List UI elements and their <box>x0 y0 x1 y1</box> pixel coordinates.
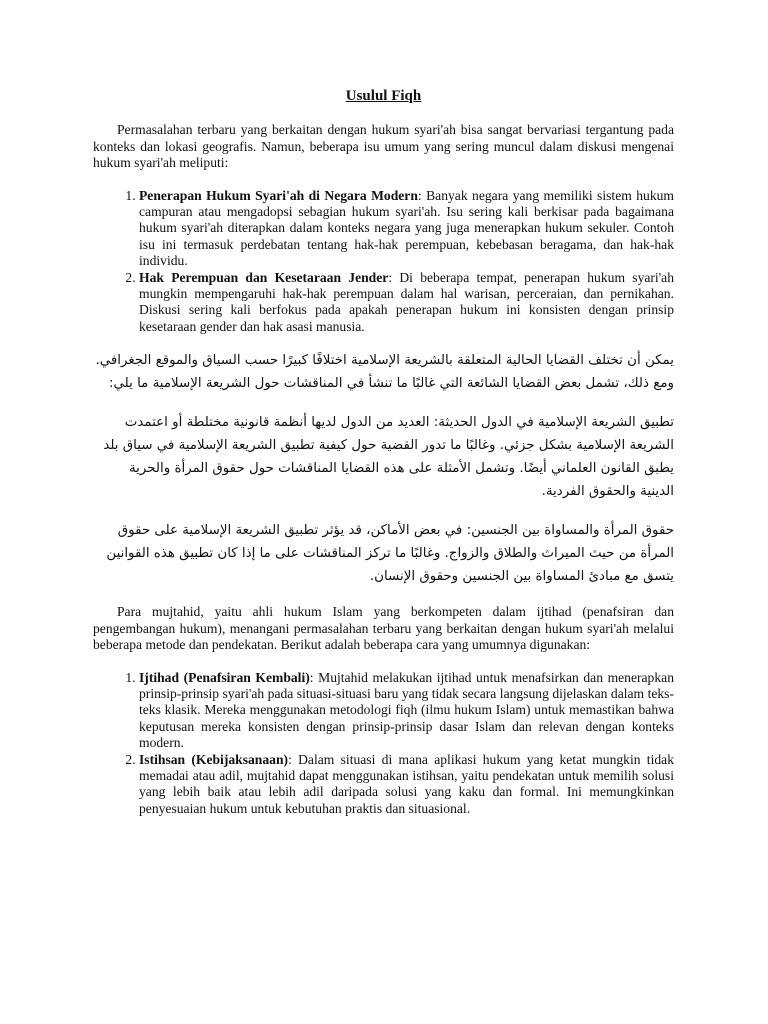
list-item-text: : Mujtahid melakukan ijtihad untuk menafsirkan dan menerapkan prinsip-prinsip syari'ah pada situasi-situasi baru yang tidak secara langsung dijelaskan dalam teks-teks klasik. Mereka menggunakan metodologi fiqh (ilmu hukum Islam) untuk memastikan bahwa keputusan mereka konsisten dengan prinsip-prinsip dasar Islam dan relevan dengan konteks modern. <box>139 669 674 751</box>
list-item-heading: Penerapan Hukum Syari'ah di Negara Modern <box>139 187 418 203</box>
list-item-heading: Istihsan (Kebijaksanaan) <box>139 751 289 767</box>
list-item-text: : Di beberapa tempat, penerapan hukum syari'ah mungkin mempengaruhi hak-hak perempuan dalam hal warisan, perceraian, dan pernikahan. Diskusi sering kali berfokus pada apakah penerapan hukum ini konsisten dengan prinsip kesetaraan gender dan hak asasi manusia. <box>139 269 674 334</box>
list-item <box>139 752 674 818</box>
list-item <box>139 670 674 752</box>
list-item <box>139 188 674 270</box>
list-item-heading: Hak Perempuan dan Kesetaraan Jender <box>139 269 389 285</box>
arabic-paragraph: حقوق المرأة والمساواة بين الجنسين: في بعض الأماكن، قد يؤثر تطبيق الشريعة الإسلامية على حقوق المرأة من حيث الميراث والطلاق والزواج. وغالبًا ما تركز المناقشات على ما إذا كان تطبيق هذه القوانين يتسق مع مبادئ المساواة بين الجنسين وحقوق الإنسان. <box>106 523 674 585</box>
list-item <box>139 270 674 336</box>
list-item-text: : Banyak negara yang memiliki sistem hukum campuran atau mengadopsi sebagian hukum syari'ah. Isu sering kali berkisar pada bagaimana hukum syari'ah diterapkan dalam konteks negara yang juga menerapkan hukum sekuler. Contoh isu ini termasuk perdebatan tentang hak-hak perempuan, kebebasan beragama, dan hak-hak individu. <box>139 187 674 269</box>
mujtahid-paragraph: Para mujtahid, yaitu ahli hukum Islam yang berkompeten dalam ijtihad (penafsiran dan pengembangan hukum), menangani permasalahan terbaru yang berkaitan dengan hukum syari'ah melalui beberapa metode dan pendekatan. Berikut adalah beberapa cara yang umumnya digunakan: <box>93 604 674 653</box>
arabic-paragraph: تطبيق الشريعة الإسلامية في الدول الحديثة: العديد من الدول لديها أنظمة قانونية مختلطة أو اعتمدت الشريعة الإسلامية بشكل جزئي. وغالبًا ما تدور القضية حول كيفية تطبيق الشريعة الإسلامية في سياق بلد يطبق القانون العلماني أيضًا. وتشمل الأمثلة على هذه القضايا المناقشات حول حقوق المرأة والحرية الدينية والحقوق الفردية. <box>103 415 674 500</box>
list-item-text: : Dalam situasi di mana aplikasi hukum yang ketat mungkin tidak memadai atau adil, mujtahid dapat menggunakan istihsan, yaitu pendekatan untuk memilih solusi yang lebih baik atau lebih adil daripada solusi yang kaku dan formal. Ini memungkinkan penyesuaian hukum untuk kebutuhan praktis dan situasional. <box>139 751 674 816</box>
methods-list <box>93 670 674 818</box>
list-item-heading: Ijtihad (Penafsiran Kembali) <box>139 669 310 685</box>
document-title: Usulul Fiqh <box>345 88 422 104</box>
issues-list <box>93 188 674 336</box>
intro-paragraph: Permasalahan terbaru yang berkaitan dengan hukum syari'ah bisa sangat bervariasi tergantung pada konteks dan lokasi geografis. Namun, beberapa isu umum yang sering muncul dalam diskusi mengenai hukum syari'ah meliputi: <box>93 122 674 171</box>
arabic-paragraph: يمكن أن تختلف القضايا الحالية المتعلقة بالشريعة الإسلامية اختلافًا كبيرًا حسب السياق والموقع الجغرافي. ومع ذلك، تشمل بعض القضايا الشائعة التي غالبًا ما تنشأ في المناقشات حول الشريعة الإسلامية ما يلي: <box>95 353 674 392</box>
document-page <box>93 88 674 831</box>
